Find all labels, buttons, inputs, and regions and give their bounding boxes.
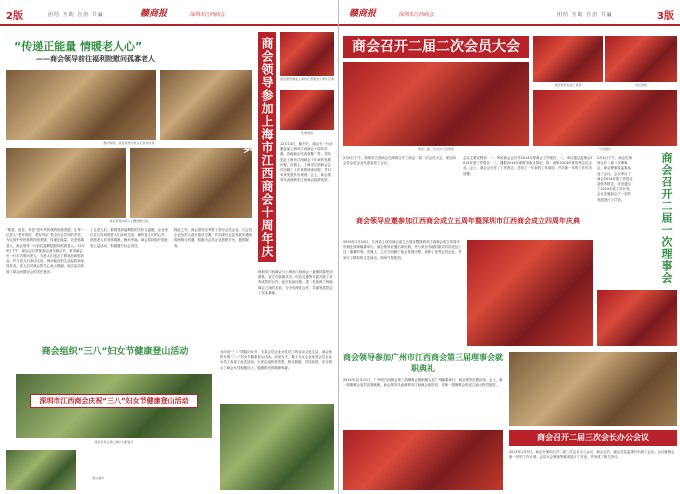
left-page: [0, 0, 338, 494]
headline: “传递正能量 情暖老人心”: [14, 40, 143, 53]
photo-anniversary: [280, 32, 334, 76]
header-paper-name: 深圳市江西商会: [190, 12, 226, 18]
photo-caption: 与会嘉宾: [598, 147, 611, 151]
header-motto: 团结 互助 自治 共赢: [557, 12, 613, 18]
left-header: [0, 0, 338, 26]
photo-meeting: [605, 36, 677, 82]
article-text: 2月4日下午，深圳市江西商会在深圳召开了商会二届二次会员大会，来自商会各会员企业代表参加了会议。: [343, 156, 456, 166]
photo-hiking-women: [220, 404, 334, 490]
photo-caption: 商会领导向老人们赠送慰问品: [109, 219, 149, 223]
page-number: 3版: [657, 11, 674, 22]
photo-elderly-visit-2: [160, 70, 252, 140]
photo-gala: [467, 240, 593, 346]
page-number: 2版: [6, 11, 23, 22]
womens-day-title: 商会组织“三八”妇女节健康登山活动: [41, 347, 189, 357]
header-brand: 赣商报: [140, 9, 168, 19]
right-header: [339, 0, 680, 26]
photo-caption: 商会二届二次会员大会现场: [417, 147, 454, 151]
article-text: 12月13日，秘书长、副会长一行应邀参加上海市江西商会十周年庆典，各地商会代表欢聚一堂，共同见证上海市江西商会十年来的发展历程。庆典上，上海市江西商会会长回顾了十年来的风雨历程，并对未来发展作出规划。会上，商会领导代表深圳市江西商会致辞祝贺。: [280, 142, 333, 183]
photo-caption: 会议现场: [634, 83, 647, 87]
group-banner: 深圳市江西商会庆祝“三八”妇女节健康登山活动: [30, 394, 198, 408]
photo-group-hiking: [16, 374, 212, 438]
photo-caption: 商会领导在会上讲话: [554, 83, 582, 87]
photo-caption: 庆典现场: [300, 131, 313, 135]
article-text: 深圳市江西商会与上海市江西商会一直保持着密切联系，双方在资源共享、信息互通等方面开展了卓有成效的合作。此次参加庆典，进一步加深了两地商会之间的友谊，为今后深化合作、共谋发展奠定了坚实基础。: [258, 270, 333, 295]
article-text: 2015年1月5日，商会在深圳召开二届三次会长办公会议，商会会长、副会长及监事长出席了会议。会议就商会新一年的工作计划、会员大会筹备等事项进行了讨论，并形成了相关决议。: [509, 450, 675, 460]
header-motto: 团结 互助 自治 共赢: [48, 12, 104, 18]
article-text: 了让老人们，都感受到福利院的关怀与温暖，企业家们还与在场的老人们亲切交谈，倾听老人们的心声，祝愿老人们身体健康、晚年幸福。商会将持续开展此类公益活动，积极履行社会责任。: [90, 228, 168, 248]
article-text: 为庆祝“三八”国际妇女节，丰富会员企业女性员工的业余文化生活，商会组织开展“三八”妇女节健康登山活动。活动当天，数十名女企业家及会员企业女员工参加了此次活动。大家沿途欣赏美景，相互鼓励，共同登顶，充分展示了商会女性积极向上、健康阳光的精神风貌。: [220, 350, 333, 370]
gala-title: 商会领导应邀参加江西商会成立五周年暨深圳市江西商会成立四周年庆典: [356, 217, 580, 225]
photo-speaker: [533, 36, 603, 82]
photo-gift: [6, 148, 126, 218]
photo-guangzhou: [343, 430, 503, 490]
photo-caption: 商会会员在登山途中合影留念: [94, 440, 134, 444]
photo-gala-stage: [597, 290, 677, 346]
article-text: 除此之外，商会领导还考察了部分会员企业，与会员企业负责人进行座谈交流，共同探讨企业发展中遇到的困难与机遇，积极为会员企业搭建平台、提供服务。: [174, 228, 252, 248]
right-page: [338, 0, 680, 494]
photo-hiking-small: [6, 450, 76, 490]
guangzhou-title: 商会领导参加广州市江西商会第三届理事会就职典礼: [343, 353, 503, 373]
vertical-title: 商会召开二届一次理事会: [660, 152, 673, 284]
office-meeting-title: 商会召开二届三次会长办公会议: [509, 430, 677, 446]
article-text: 会议主要议程有：一、听取商会会长作2014年度商会工作报告；二、审议通过监事会2014年度工作报告；三、通报2014年度财务收支情况；四、表彰2014年度优秀会员企业。会上，商会会长作了工作报告，总结了一年来的工作成绩，并对新一年的工作作出部署。: [463, 156, 593, 176]
article-text: 2015年1月24日，江西省上饶市商会成立五周年暨深圳市江西商会成立四周年庆典在深圳隆重举行。商会领导应邀出席庆典，并与来自各地的嘉宾共同见证了这一重要时刻。庆典上，主办方回顾了商会发展历程，表彰了优秀会员企业，并举行了精彩的文艺演出，现场气氛热烈。: [343, 240, 462, 260]
article-text: “敬老、爱老、孝老”是中华民族的传统美德，让每一位老人”老有所依，老有所乐”是全社会共同的责任。为弘扬中华民族的传统美德，传递正能量，关爱孤寡老人，商会领导一行前往福利院慰问孤寡老人。12月9日下午，商会会长带领商会部分副会长、常务副会长一行走访慰问老人，为老人们送去了慰问品和慰问金，并与老人们亲切交谈，询问他们的生活起居和身体状况，老人们对商会的关心表示感谢。此次活动体现了商会回馈社会的责任意识。: [6, 228, 85, 274]
photo-elderly-visit-1: [6, 70, 156, 140]
photo-caption: 登山途中: [91, 476, 104, 480]
header-brand: 赣商报: [349, 9, 377, 19]
main-title: 商会召开二届二次会员大会: [343, 36, 529, 58]
photo-guests: [533, 90, 677, 146]
photo-anniversary-stage: [280, 90, 334, 130]
subheadline: ——商会领导前往福利院慰问孤寡老人: [36, 55, 155, 63]
photo-office-meeting: [509, 352, 677, 426]
header-paper-name: 深圳市江西商会: [399, 12, 435, 18]
photo-member-assembly: [343, 62, 529, 146]
photo-caption: 慰问现场，商会领导与老人们亲切交谈: [103, 141, 155, 145]
article-text: 2014年12月21日，广州市江西商会第三届理事会就职典礼在广州隆重举行，商会领导应邀出席。会上，新一届理事会成员宣誓就职，商会领导代表深圳市江西商会致贺词，对新一届理事会的成立表示热烈祝贺。: [343, 378, 503, 388]
photo-caption: 商会领导参加上海市江西商会十周年庆典: [280, 77, 335, 81]
photo-talk: [130, 148, 252, 218]
article-text: 2月4日下午，商会在深圳召开二届一次理事会，商会理事及监事参加了会议。会议审议了商会2014年度工作报告及财务报告，讨论通过了2015年度工作计划，会议还就商会下一步的发展进行了讨论。: [597, 156, 633, 202]
vertical-title: 商会领导参加上海市江西商会十周年庆典: [258, 32, 276, 262]
